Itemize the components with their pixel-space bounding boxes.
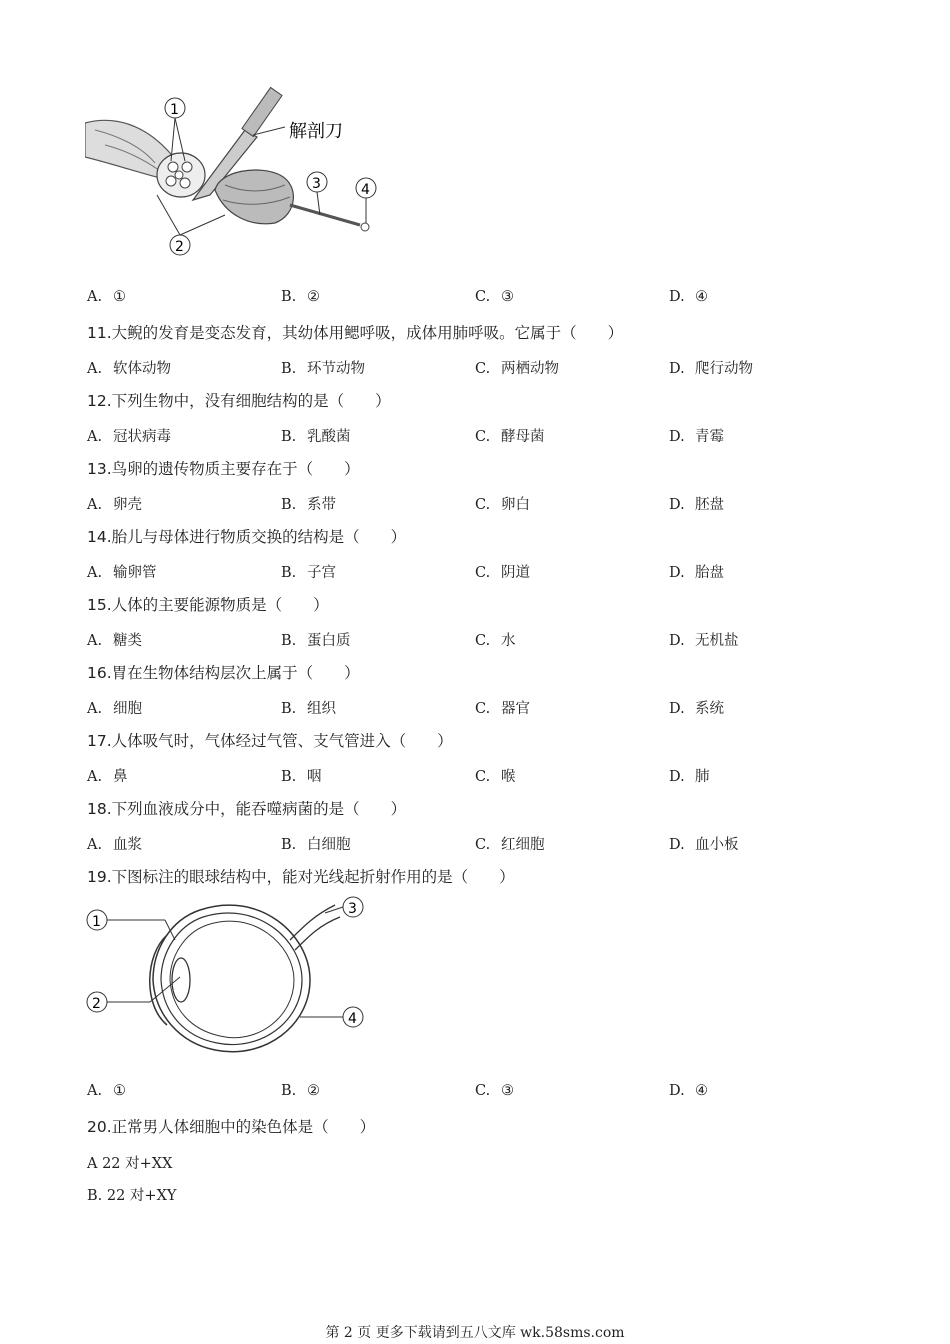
q11-stem: 11.大鲵的发育是变态发育，其幼体用鳃呼吸，成体用肺呼吸。它属于（ ） [87,324,624,342]
q18-option-d[interactable]: D. 血小板 [669,837,739,853]
q17-option-b[interactable]: B. 咽 [281,769,322,785]
eye-marker-4: 4 [348,1011,357,1027]
eyeball-figure [85,895,375,1060]
q13-option-d[interactable]: D. 胚盘 [669,497,724,513]
knife-label: 解剖刀 [289,121,343,142]
q15-option-a[interactable]: A. 糖类 [87,633,142,649]
marker-4: 4 [361,182,370,198]
q16-stem: 16.胃在生物体结构层次上属于（ ） [87,664,360,682]
q15-option-c[interactable]: C. 水 [475,633,516,649]
q13-option-a[interactable]: A. 卵壳 [87,497,142,513]
q20-option-a[interactable]: A 22 对+XX [87,1156,173,1172]
eye-marker-2: 2 [92,996,101,1012]
q17-option-a[interactable]: A. 鼻 [87,769,128,785]
q17-option-c[interactable]: C. 喉 [475,769,516,785]
q19-option-c[interactable]: C. ③ [475,1083,514,1099]
q11-option-b[interactable]: B. 环节动物 [281,361,365,377]
q11-option-c[interactable]: C. 两栖动物 [475,361,559,377]
q20-stem: 20.正常男人体细胞中的染色体是（ ） [87,1118,376,1136]
page-footer: 第 2 页 更多下载请到五八文库 wk.58sms.com [325,1325,625,1341]
q14-option-a[interactable]: A. 输卵管 [87,565,157,581]
q18-option-c[interactable]: C. 红细胞 [475,837,545,853]
q17-stem: 17.人体吸气时，气体经过气管、支气管进入（ ） [87,732,453,750]
marker-1: 1 [170,102,179,118]
q14-option-c[interactable]: C. 阴道 [475,565,530,581]
q13-option-c[interactable]: C. 卵白 [475,497,530,513]
q10-option-a[interactable]: A. ① [87,289,126,305]
marker-3: 3 [312,176,321,192]
q19-stem: 19.下图标注的眼球结构中，能对光线起折射作用的是（ ） [87,868,515,886]
q12-option-a[interactable]: A. 冠状病毒 [87,429,171,445]
q19-option-d[interactable]: D. ④ [669,1083,708,1099]
q11-option-a[interactable]: A. 软体动物 [87,361,171,377]
q16-option-d[interactable]: D. 系统 [669,701,724,717]
q11-option-d[interactable]: D. 爬行动物 [669,361,753,377]
q13-stem: 13.鸟卵的遗传物质主要存在于（ ） [87,460,360,478]
eye-marker-1: 1 [92,914,101,930]
q15-option-d[interactable]: D. 无机盐 [669,633,739,649]
q14-stem: 14.胎儿与母体进行物质交换的结构是（ ） [87,528,407,546]
q13-option-b[interactable]: B. 系带 [281,497,336,513]
q16-option-b[interactable]: B. 组织 [281,701,336,717]
q10-option-c[interactable]: C. ③ [475,289,514,305]
q19-option-a[interactable]: A. ① [87,1083,126,1099]
q17-option-d[interactable]: D. 肺 [669,769,710,785]
q12-option-b[interactable]: B. 乳酸菌 [281,429,351,445]
q10-option-b[interactable]: B. ② [281,289,320,305]
q18-option-b[interactable]: B. 白细胞 [281,837,351,853]
q14-option-d[interactable]: D. 胎盘 [669,565,724,581]
marker-2: 2 [175,239,184,255]
q10-option-d[interactable]: D. ④ [669,289,708,305]
q19-option-b[interactable]: B. ② [281,1083,320,1099]
q16-option-c[interactable]: C. 器官 [475,701,530,717]
leaf-dissection-figure [85,75,385,260]
q16-option-a[interactable]: A. 细胞 [87,701,142,717]
q18-option-a[interactable]: A. 血浆 [87,837,142,853]
q12-stem: 12.下列生物中，没有细胞结构的是（ ） [87,392,391,410]
eye-marker-3: 3 [348,901,357,917]
q20-option-b[interactable]: B. 22 对+XY [87,1188,177,1204]
q18-stem: 18.下列血液成分中，能吞噬病菌的是（ ） [87,800,407,818]
q15-option-b[interactable]: B. 蛋白质 [281,633,351,649]
q14-option-b[interactable]: B. 子宫 [281,565,336,581]
q15-stem: 15.人体的主要能源物质是（ ） [87,596,329,614]
q12-option-c[interactable]: C. 酵母菌 [475,429,545,445]
q12-option-d[interactable]: D. 青霉 [669,429,724,445]
